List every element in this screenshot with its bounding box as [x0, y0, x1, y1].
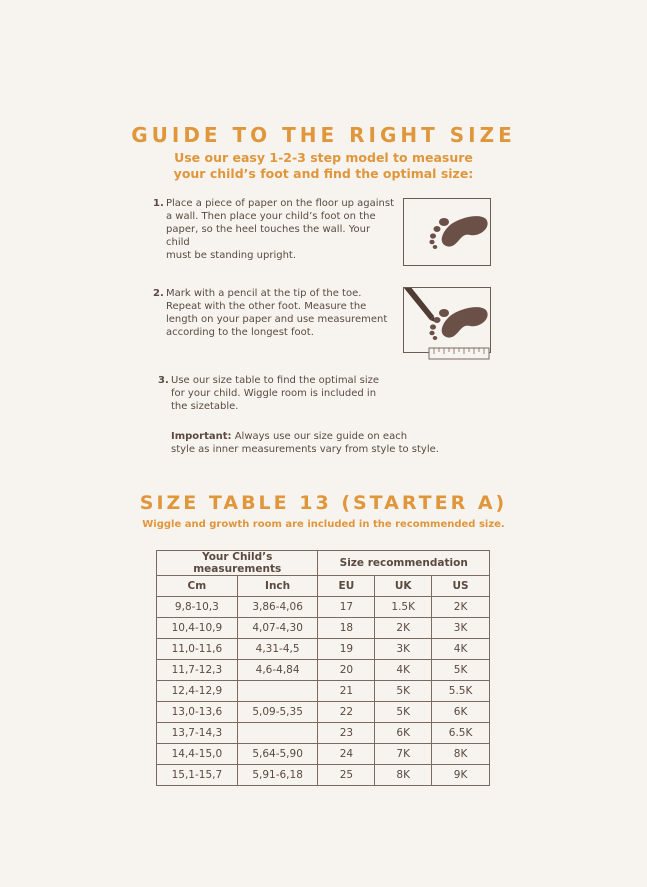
cell-inch: 5,91-6,18 — [237, 765, 318, 786]
col-header-cm: Cm — [157, 576, 238, 597]
cell-us: 5.5K — [432, 681, 490, 702]
cell-inch — [237, 723, 318, 744]
step-1 — [153, 197, 396, 262]
cell-eu: 23 — [318, 723, 375, 744]
cell-us: 9K — [432, 765, 490, 786]
cell-eu: 21 — [318, 681, 375, 702]
pencil-image-box — [403, 287, 491, 353]
step-1-line: a wall. Then place your child’s foot on the — [166, 211, 376, 222]
step-3-line: Use our size table to find the optimal size — [171, 375, 380, 386]
important-label: Important: — [171, 431, 232, 442]
cell-uk: 5K — [375, 702, 432, 723]
size-table — [156, 550, 490, 786]
cell-inch: 4,07-4,30 — [237, 618, 318, 639]
cell-us: 8K — [432, 744, 490, 765]
cell-cm: 13,0-13,6 — [157, 702, 238, 723]
table-row — [157, 660, 490, 681]
cell-cm: 11,0-11,6 — [157, 639, 238, 660]
col-header-inch: Inch — [237, 576, 318, 597]
cell-inch: 5,09-5,35 — [237, 702, 318, 723]
important-note — [171, 430, 451, 456]
step-1-line: paper, so the heel touches the wall. Your child — [166, 224, 371, 248]
cell-uk: 6K — [375, 723, 432, 744]
step-3-line: the sizetable. — [171, 401, 239, 412]
guide-title: GUIDE TO THE RIGHT SIZE — [131, 123, 516, 147]
cell-uk: 1.5K — [375, 597, 432, 618]
cell-eu: 22 — [318, 702, 375, 723]
cell-eu: 24 — [318, 744, 375, 765]
step-3-number: 3. — [158, 375, 169, 386]
cell-uk: 5K — [375, 681, 432, 702]
step-3 — [158, 374, 431, 413]
step-2 — [153, 287, 396, 339]
cell-uk: 3K — [375, 639, 432, 660]
guide-subtitle-line2: your child’s foot and find the optimal size: — [173, 166, 474, 181]
pencil-footprint-icon — [404, 288, 490, 352]
cell-cm: 11,7-12,3 — [157, 660, 238, 681]
size-table-title: SIZE TABLE 13 (STARTER A) — [139, 492, 508, 514]
step-2-number: 2. — [153, 288, 164, 299]
cell-us: 6K — [432, 702, 490, 723]
group-header-measurements: Your Child’s measurements — [157, 551, 318, 576]
cell-eu: 25 — [318, 765, 375, 786]
step-2-line: length on your paper and use measurement — [166, 314, 388, 325]
guide-subtitle — [0, 150, 647, 182]
cell-inch: 5,64-5,90 — [237, 744, 318, 765]
step-3-line: for your child. Wiggle room is included in — [171, 388, 377, 399]
cell-cm: 13,7-14,3 — [157, 723, 238, 744]
cell-uk: 4K — [375, 660, 432, 681]
cell-us: 6.5K — [432, 723, 490, 744]
step-2-line: Repeat with the other foot. Measure the — [166, 301, 367, 312]
step-1-line: must be standing upright. — [166, 250, 297, 261]
important-line1 — [171, 430, 451, 443]
cell-us: 2K — [432, 597, 490, 618]
cell-cm: 14,4-15,0 — [157, 744, 238, 765]
cell-eu: 17 — [318, 597, 375, 618]
col-header-eu: EU — [318, 576, 375, 597]
step-2-line: according to the longest foot. — [166, 327, 314, 338]
step-2-line: Mark with a pencil at the tip of the toe. — [166, 288, 362, 299]
step-1-line: Place a piece of paper on the floor up against — [166, 198, 395, 209]
cell-uk: 8K — [375, 765, 432, 786]
cell-us: 5K — [432, 660, 490, 681]
cell-cm: 15,1-15,7 — [157, 765, 238, 786]
table-row — [157, 597, 490, 618]
col-header-uk: UK — [375, 576, 432, 597]
important-text: Always use our size guide on each — [231, 431, 408, 442]
cell-inch: 4,31-4,5 — [237, 639, 318, 660]
group-header-recommendation: Size recommendation — [318, 551, 490, 576]
cell-cm: 10,4-10,9 — [157, 618, 238, 639]
table-row — [157, 702, 490, 723]
cell-uk: 2K — [375, 618, 432, 639]
step-1-number: 1. — [153, 198, 164, 209]
cell-eu: 19 — [318, 639, 375, 660]
cell-eu: 18 — [318, 618, 375, 639]
table-row — [157, 639, 490, 660]
column-header-row — [157, 576, 490, 597]
important-line2: style as inner measurements vary from style to style. — [171, 444, 439, 455]
table-row — [157, 765, 490, 786]
footprint-image-box — [403, 198, 491, 266]
cell-us: 4K — [432, 639, 490, 660]
table-row — [157, 618, 490, 639]
size-table-subtitle: Wiggle and growth room are included in the recommended size. — [142, 519, 505, 530]
ruler-icon — [428, 345, 490, 361]
table-row — [157, 744, 490, 765]
table-row — [157, 723, 490, 744]
cell-eu: 20 — [318, 660, 375, 681]
cell-cm: 9,8-10,3 — [157, 597, 238, 618]
cell-cm: 12,4-12,9 — [157, 681, 238, 702]
table-row — [157, 681, 490, 702]
group-header-row — [157, 551, 490, 576]
footprint-icon — [404, 199, 490, 265]
cell-uk: 7K — [375, 744, 432, 765]
cell-inch — [237, 681, 318, 702]
cell-us: 3K — [432, 618, 490, 639]
cell-inch: 3,86-4,06 — [237, 597, 318, 618]
col-header-us: US — [432, 576, 490, 597]
guide-subtitle-line1: Use our easy 1-2-3 step model to measure — [174, 150, 473, 165]
cell-inch: 4,6-4,84 — [237, 660, 318, 681]
